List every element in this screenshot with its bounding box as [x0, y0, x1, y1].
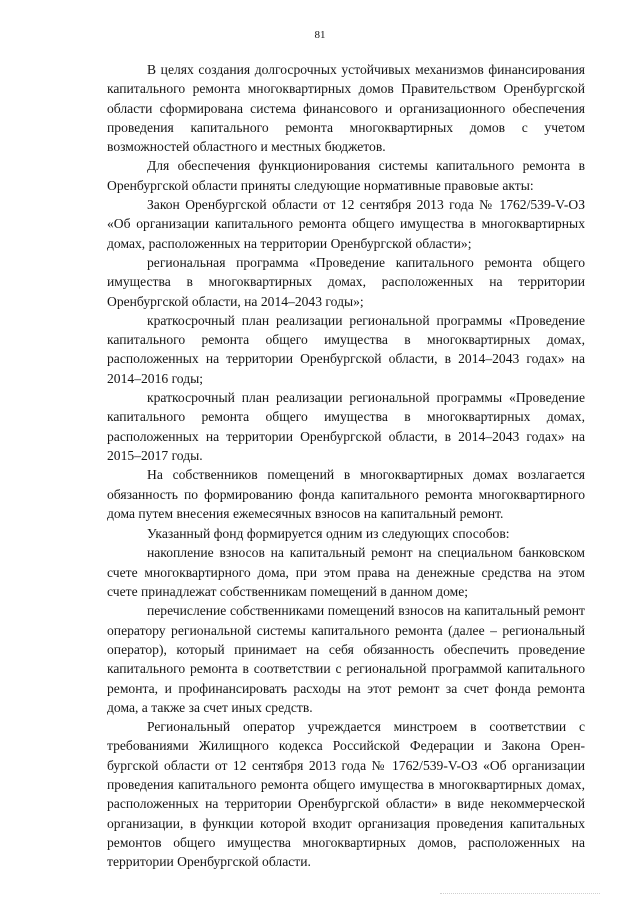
scan-artifact — [440, 893, 600, 898]
paragraph-regional-program: региональная программа «Проведение капитального ремонта общего имущества в многоквартирных домах, расположенных на территории Оренбургской области, на 2014–2043 годы»; — [107, 254, 585, 309]
paragraph-fund-methods-intro: Указанный фонд формируется одним из следующих способов: — [147, 526, 510, 542]
paragraph-regional-law: Закон Оренбургской области от 12 сентября 2013 года № 1762/539-V-ОЗ «Об организации капитального ремонта общего имущества в многоквартирных домах, расположенных на территории Оренбургской области»; — [107, 197, 585, 251]
paragraph-short-term-plan-2014: краткосрочный план реализации региональной программы «Проведение капитального ремонта общего имущества в многоквартирных домах, расположенных на территории Оренбургской области, в 2014–2043 годах» на 2014–2016 годы; — [107, 312, 585, 386]
document-body — [107, 60, 585, 871]
paragraph-special-account: накопление взносов на капитальный ремонт на специальном банковском счете многоквартирного дома, при этом права на денежные средства на этом счете принадлежат собственникам помещений в данном доме; — [107, 545, 585, 600]
paragraph-owner-obligation: На собственников помещений в многоквартирных домах возлагается обязанность по формированию фонда капитального ремонта многоквартирного дома путем внесения ежемесячных взносов на капитальный ремонт. — [107, 467, 585, 521]
paragraph-regional-operator-establishment: Региональный оператор учреждается минстроем в соответствии с требованиями Жилищного кодекса Российской Федерации и Закона Оренбургской области от 12 сентября 2013 года № 1762/539-V-ОЗ «Об организации проведения капитального ремонта общего имущества в многоквартирных домах, расположенных на территории Оренбургской области» в виде некоммерческой организации, в функции которой входит организация проведения капитальных ремонтов общего имущества многоквартирных домов, расположенных на территории Оренбургской области. — [107, 719, 585, 870]
page-number: 81 — [314, 29, 326, 41]
paragraph-regional-operator-transfer: перечисление собственниками помещений взносов на капитальный ремонт оператору региональной системы капитального ремонта (далее – региональный оператор), который принимает на себя обязанность обеспечить проведение капитального ремонта в соответствии с региональной программой капитального ремонта, и профинансировать расходы на этот ремонт за счет фонда ремонта дома, а также за счет иных средств. — [107, 603, 585, 715]
paragraph-short-term-plan-2015: краткосрочный план реализации региональной программы «Проведение капитального ремонта общего имущества в многоквартирных домах, расположенных на территории Оренбургской области, в 2014–2043 годах» на 2015–2017 годы. — [107, 390, 585, 463]
paragraph-legal-acts-intro: Для обеспечения функционирования системы капитального ремонта в Оренбургской области приняты следующие нормативные правовые акты: — [107, 158, 585, 193]
paragraph-financing-system: В целях создания долгосрочных устойчивых механизмов финансирования капитального ремонта многоквартирных домов Правительством Оренбургской области сформирована система финансового и организационного обеспечения проведения капитального ремонта многоквартирных домов с учетом возможностей областного и местных бюджетов. — [107, 62, 585, 155]
